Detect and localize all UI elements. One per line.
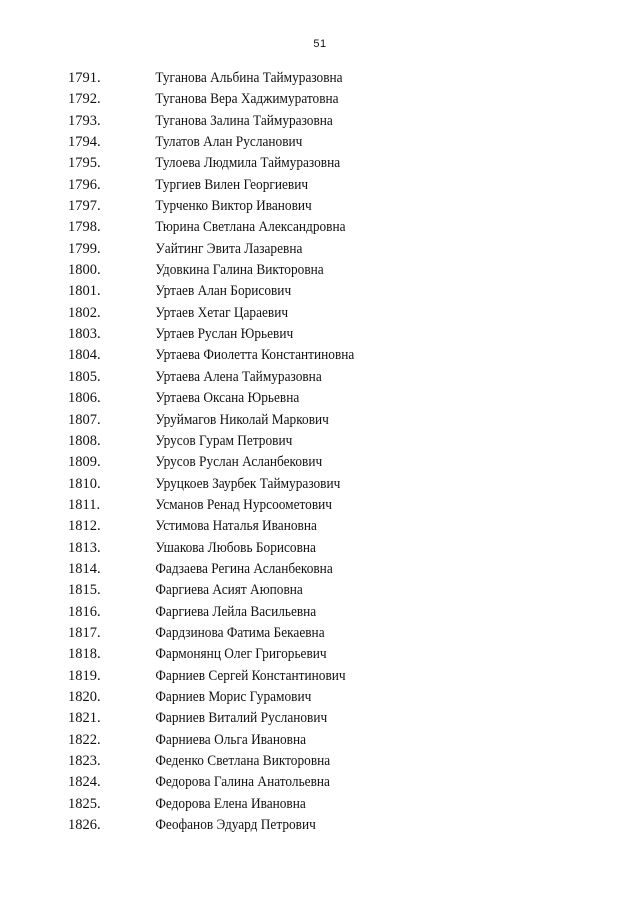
entry-number-text: 1812. — [68, 518, 101, 535]
entry-number — [0, 388, 102, 409]
entry-number-text: 1798. — [68, 219, 101, 236]
entry-number-text: 1809. — [68, 454, 101, 471]
entry-number — [0, 794, 102, 815]
entry-name: Уруцкоев Заурбек Таймуразович — [155, 475, 341, 492]
entry-number — [0, 260, 102, 281]
entry-number — [0, 324, 102, 345]
entry-number-text: 1821. — [68, 710, 101, 727]
list-item — [0, 367, 640, 388]
entry-name: Тулоева Людмила Таймуразовна — [155, 155, 341, 172]
list-item — [0, 772, 640, 793]
entry-number — [0, 452, 102, 473]
list-item — [0, 175, 640, 196]
entry-number — [0, 217, 102, 238]
list-item — [0, 794, 640, 815]
entry-number — [0, 495, 102, 516]
entry-number-text: 1814. — [68, 560, 101, 577]
entry-number — [0, 730, 102, 751]
entry-name: Турченко Виктор Иванович — [155, 198, 312, 215]
entry-number — [0, 666, 102, 687]
list-item — [0, 324, 640, 345]
list-item — [0, 495, 640, 516]
entry-name: Уртаева Оксана Юрьевна — [155, 390, 300, 407]
list-item — [0, 345, 640, 366]
entry-name: Федорова Галина Анатольевна — [155, 774, 330, 791]
entry-number-text: 1794. — [68, 134, 101, 151]
entry-number — [0, 815, 102, 836]
entry-number — [0, 239, 102, 260]
entry-number-text: 1816. — [68, 603, 101, 620]
entry-number — [0, 132, 102, 153]
list-item — [0, 388, 640, 409]
entry-name: Туганова Вера Хаджимуратовна — [155, 91, 339, 108]
entry-number-text: 1808. — [68, 432, 101, 449]
list-item — [0, 516, 640, 537]
entry-name: Уртаев Руслан Юрьевич — [155, 326, 294, 343]
list-item — [0, 602, 640, 623]
entry-number-text: 1792. — [68, 91, 101, 108]
entry-number — [0, 538, 102, 559]
entry-name: Удовкина Галина Викторовна — [155, 262, 324, 279]
entry-number-text: 1825. — [68, 795, 101, 812]
entry-number — [0, 623, 102, 644]
list-item — [0, 474, 640, 495]
entry-name: Феденко Светлана Викторовна — [155, 753, 331, 769]
entry-number-text: 1826. — [68, 817, 101, 834]
entry-name: Ушакова Любовь Борисовна — [155, 539, 316, 556]
entry-number-text: 1824. — [68, 774, 101, 791]
entry-number — [0, 431, 102, 452]
list-item — [0, 111, 640, 132]
entry-number-text: 1800. — [68, 262, 101, 279]
entry-number-text: 1813. — [68, 539, 101, 556]
entry-name: Фаргиева Лейла Васильевна — [155, 603, 317, 620]
list-item — [0, 153, 640, 174]
entry-name: Феофанов Эдуард Петрович — [155, 817, 316, 834]
list-item — [0, 281, 640, 302]
entry-number — [0, 708, 102, 729]
entry-number-text: 1822. — [68, 731, 101, 748]
list-item — [0, 196, 640, 217]
entry-number — [0, 153, 102, 174]
entry-number — [0, 602, 102, 623]
entry-name: Тюрина Светлана Александровна — [155, 219, 346, 236]
list-item — [0, 239, 640, 260]
entry-name: Фарниева Ольга Ивановна — [155, 731, 307, 748]
entry-number-text: 1811. — [68, 496, 101, 513]
entry-number-text: 1805. — [68, 368, 101, 385]
page-number: 51 — [313, 38, 327, 50]
list-item — [0, 666, 640, 687]
list-item — [0, 217, 640, 238]
entry-name: Уртаева Фиолетта Константиновна — [155, 347, 355, 364]
list-item — [0, 410, 640, 431]
entry-number — [0, 410, 102, 431]
entry-number — [0, 644, 102, 665]
list-item — [0, 260, 640, 281]
entry-number — [0, 367, 102, 388]
entry-number — [0, 687, 102, 708]
entry-number-text: 1799. — [68, 240, 101, 257]
entry-number — [0, 516, 102, 537]
list-item — [0, 815, 640, 836]
entry-number-text: 1820. — [68, 688, 101, 705]
entry-name: Усманов Ренад Нурсоометович — [155, 496, 332, 513]
entry-number-text: 1795. — [68, 155, 101, 172]
entry-number — [0, 345, 102, 366]
entry-number — [0, 559, 102, 580]
list-item — [0, 538, 640, 559]
list-item — [0, 751, 640, 772]
entry-number — [0, 281, 102, 302]
entry-name: Уртаев Хетаг Цараевич — [155, 304, 289, 321]
list-item — [0, 623, 640, 644]
entry-number-text: 1797. — [68, 198, 101, 215]
entry-name: Фаргиева Асият Аюповна — [155, 582, 303, 599]
entry-number — [0, 580, 102, 601]
list-item — [0, 687, 640, 708]
list-item — [0, 89, 640, 110]
list-item — [0, 68, 640, 89]
entry-name: Фадзаева Регина Асланбековна — [155, 560, 333, 577]
list-item — [0, 580, 640, 601]
entry-name: Туганова Залина Таймуразовна — [155, 112, 333, 129]
entry-number-text: 1810. — [68, 475, 101, 492]
list-item — [0, 431, 640, 452]
entry-name: Устимова Наталья Ивановна — [155, 518, 317, 535]
entry-name: Фардзинова Фатима Бекаевна — [155, 624, 325, 641]
entry-number-text: 1819. — [68, 667, 101, 684]
entry-number — [0, 772, 102, 793]
entry-number-text: 1806. — [68, 390, 101, 407]
entry-name: Туганова Альбина Таймуразовна — [155, 70, 343, 86]
entry-number-text: 1803. — [68, 326, 101, 343]
name-list — [0, 68, 640, 836]
list-item — [0, 730, 640, 751]
entry-number — [0, 89, 102, 110]
entry-number-text: 1815. — [68, 582, 101, 599]
list-item — [0, 708, 640, 729]
entry-number-text: 1802. — [68, 304, 101, 321]
entry-name: Урусов Руслан Асланбекович — [155, 454, 323, 471]
entry-name: Тулатов Алан Русланович — [155, 134, 303, 151]
entry-name: Фарниев Морис Гурамович — [155, 688, 312, 705]
entry-name: Тургиев Вилен Георгиевич — [155, 176, 309, 193]
list-item — [0, 644, 640, 665]
entry-name: Фарниев Сергей Константинович — [155, 667, 346, 684]
list-item — [0, 452, 640, 473]
entry-name: Федорова Елена Ивановна — [155, 795, 306, 812]
entry-number — [0, 196, 102, 217]
entry-number-text: 1823. — [68, 753, 101, 769]
list-item — [0, 559, 640, 580]
entry-name: Уртаев Алан Борисович — [155, 283, 292, 300]
entry-number-text: 1801. — [68, 283, 101, 300]
entry-number — [0, 751, 102, 772]
entry-name: Фарниев Виталий Русланович — [155, 710, 328, 727]
entry-name: Уайтинг Эвита Лазаревна — [155, 240, 303, 257]
entry-number-text: 1804. — [68, 347, 101, 364]
entry-number-text: 1793. — [68, 112, 101, 129]
entry-number-text: 1807. — [68, 411, 101, 428]
entry-number-text: 1818. — [68, 646, 101, 663]
entry-number — [0, 111, 102, 132]
list-item — [0, 132, 640, 153]
entry-name: Фармонянц Олег Григорьевич — [155, 646, 327, 663]
entry-name: Урусов Гурам Петрович — [155, 432, 293, 449]
entry-number-text: 1791. — [68, 70, 101, 86]
entry-name: Уруймагов Николай Маркович — [155, 411, 329, 428]
entry-number — [0, 175, 102, 196]
entry-number-text: 1817. — [68, 624, 101, 641]
entry-number — [0, 303, 102, 324]
entry-number — [0, 474, 102, 495]
entry-number-text: 1796. — [68, 176, 101, 193]
entry-name: Уртаева Алена Таймуразовна — [155, 368, 322, 385]
list-item — [0, 303, 640, 324]
entry-number — [0, 68, 102, 89]
